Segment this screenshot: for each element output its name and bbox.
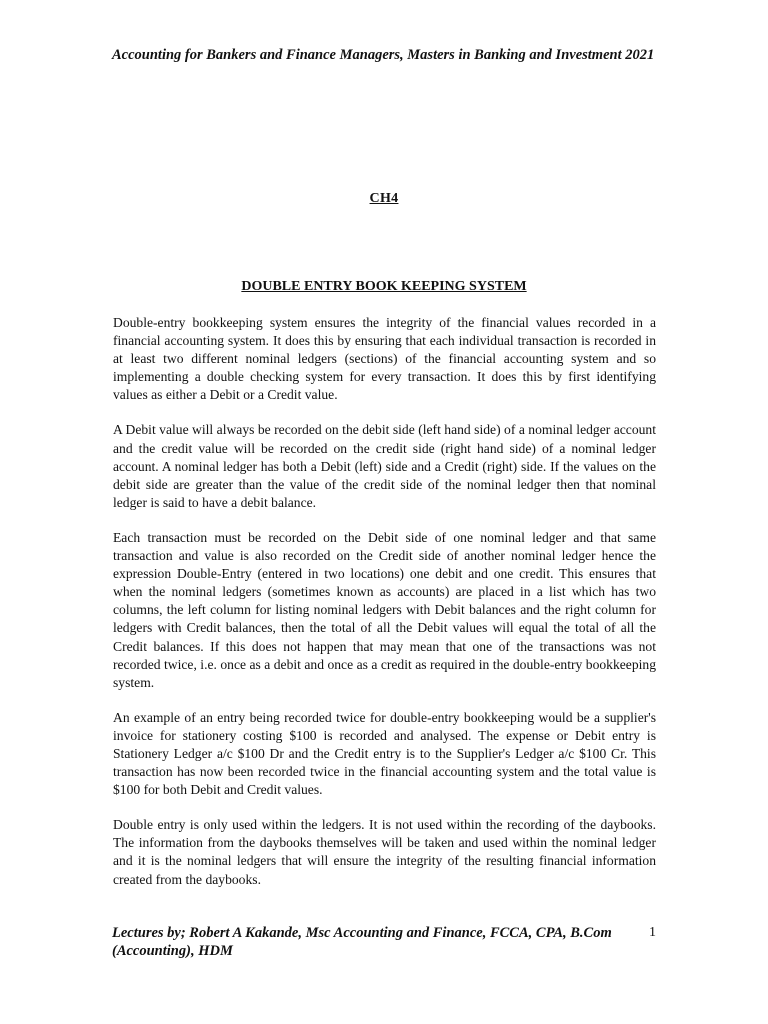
section-title: DOUBLE ENTRY BOOK KEEPING SYSTEM — [241, 279, 527, 294]
body-text — [113, 314, 656, 906]
page-number: 1 — [649, 925, 656, 940]
chapter-heading: CH4 — [369, 191, 399, 206]
paragraph-4: An example of an entry being recorded twice for double-entry bookkeeping would be a supplier's invoice for stationery costing $100 is recorded and analysed. The expense or Debit entry is Stationery Ledger a/c $100 Dr and the Credit entry is to the Supplier's Ledger a/c $100 Cr. This transaction has now been recorded twice in the financial accounting system and the total value is $100 for both Debit and Credit values. — [113, 709, 656, 798]
paragraph-2: A Debit value will always be recorded on the debit side (left hand side) of a nominal ledger account and the credit value will be recorded on the credit side (right hand side) of a nominal ledger account. A nominal ledger has both a Debit (left) side and a Credit (right) side. If the values on the debit side are greater than the value of the credit side of the nominal ledger then that nominal ledger is said to have a debit balance. — [113, 422, 656, 510]
paragraph-5: Double entry is only used within the ledgers. It is not used within the recording of the daybooks. The information from the daybooks themselves will be taken and used within the nominal ledger and it is the nominal ledgers that will ensure the integrity of the resulting financial information created from the daybooks. — [113, 817, 656, 887]
paragraph-1: Double-entry bookkeeping system ensures the integrity of the financial values recorded in a financial accounting system. It does this by ensuring that each individual transaction is recorded in at least two different nominal ledgers (sections) of the financial accounting system and so implementing a double checking system for every transaction. It does this by first identifying values as either a Debit or a Credit value. — [113, 315, 656, 403]
paragraph-3: Each transaction must be recorded on the Debit side of one nominal ledger and that same transaction and value is also recorded on the Credit side of another nominal ledger hence the expression Double-Entry (entered in two locations) one debit and one credit. This ensures that when the nominal ledgers (sometimes known as accounts) are placed in a list which has two columns, the left column for listing nominal ledgers with Debit balances and the right column for ledgers with Credit balances, then the total of all the Debit values will equal the total of all the Credit balances. If this does not happen that may mean that one of the transactions was not recorded twice, i.e. once as a debit and once as a credit as required in the double-entry bookkeeping system. — [113, 529, 656, 690]
page-footer: Lectures by; Robert A Kakande, Msc Accounting and Finance, FCCA, CPA, B.Com (Accounting), HDM — [112, 925, 612, 959]
page-header: Accounting for Bankers and Finance Managers, Masters in Banking and Investment 2021 — [112, 47, 655, 63]
